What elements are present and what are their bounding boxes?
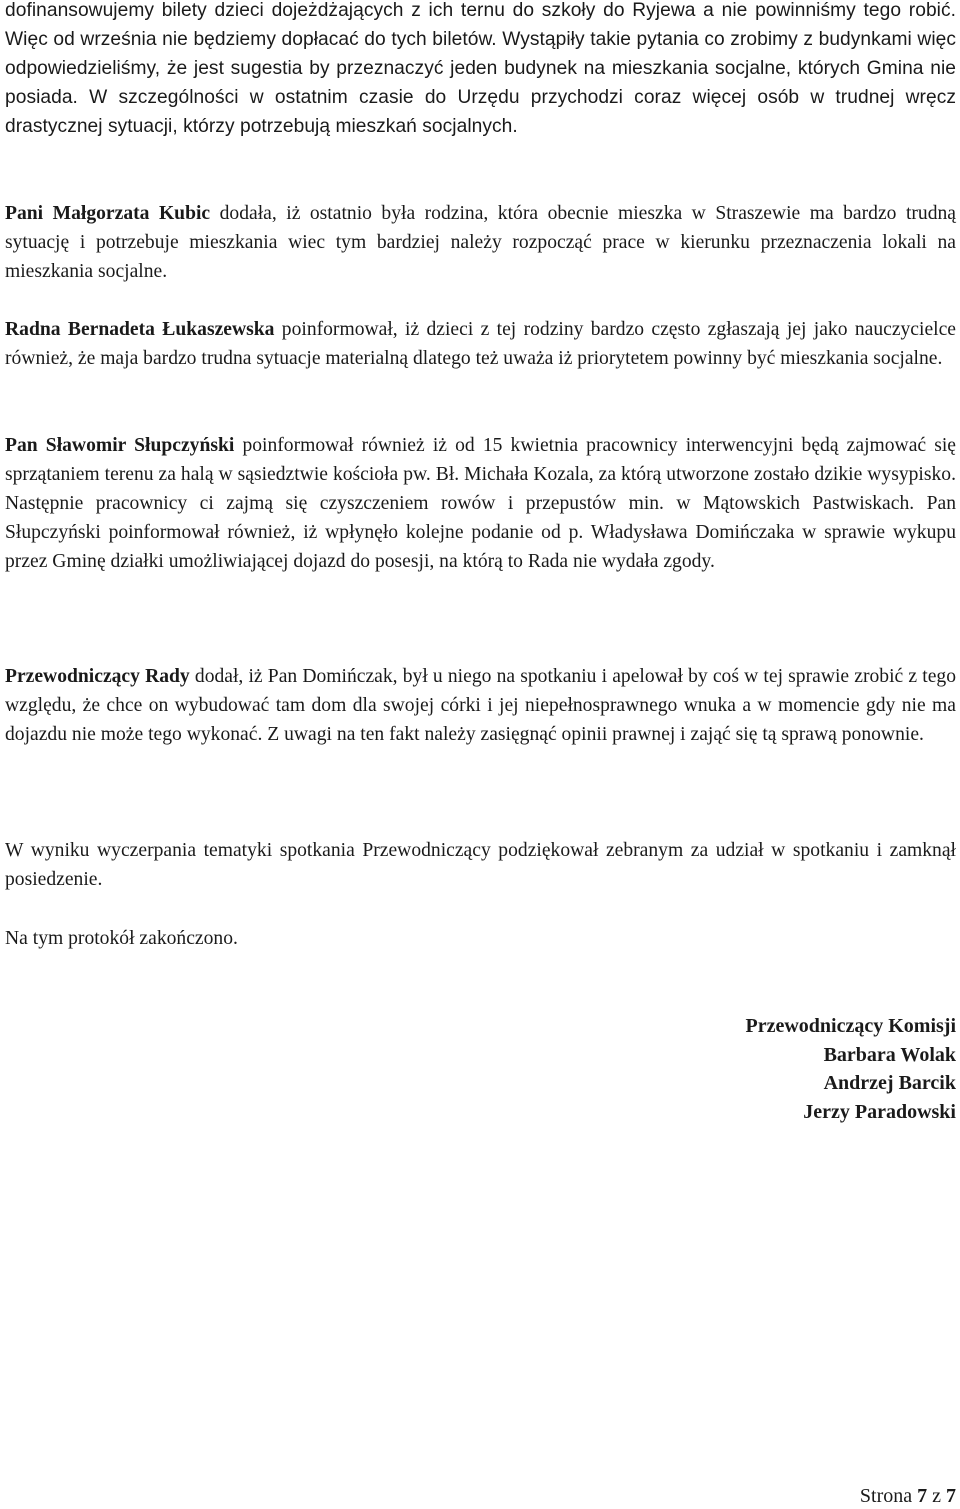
- signature-block: [746, 1012, 957, 1126]
- page-current: 7: [917, 1485, 928, 1507]
- paragraph-slupczynski: [5, 431, 956, 576]
- speaker-name: Pan Sławomir Słupczyński: [5, 435, 235, 456]
- paragraph-lukaszewska: [5, 315, 956, 373]
- signature-name: Barbara Wolak: [823, 1043, 956, 1066]
- page-number: [860, 1485, 956, 1508]
- document-page: [5, 0, 956, 1509]
- signature-name: Andrzej Barcik: [823, 1072, 956, 1094]
- signature-title: Przewodniczący Komisji: [745, 1015, 956, 1037]
- paragraph-closing: W wyniku wyczerpania tematyki spotkania Przewodniczący podziękował zebranym za udział w spotkaniu i zamknął posiedzenie.: [5, 840, 956, 890]
- page-total: 7: [946, 1485, 956, 1507]
- paragraph-text: poinformował również iż od 15 kwietnia pracownicy interwencyjni będą zajmować się sprzątaniem terenu za halą w sąsiedztwie kościoła pw. Bł. Michała Kozala, za którą utworzone zostało dzikie wysypisko. Następnie pracownicy ci zajmą się czyszczeniem rowów i przepustów min. w Mątowskich Pastwiskach. Pan Słupczyński poinformował również, iż wpłynęło kolejne podanie od p. Władysława Domińczaka w sprawie wykupu przez Gminę działki umożliwiającej dojazd do posesji, na którą to Rada nie wydała zgody.: [5, 435, 956, 572]
- paragraph-przewodniczacy: [5, 662, 956, 749]
- page-separator: z: [932, 1485, 941, 1507]
- paragraph-text: poinformował, iż dzieci z tej rodziny bardzo często zgłaszają jej jako nauczycielce również, że maja bardzo trudna sytuacje materialną dlatego też uważa iż priorytetem powinny być mieszkania socjalne.: [5, 319, 956, 369]
- speaker-name: Pani Małgorzata Kubic: [5, 203, 211, 224]
- page-label: Strona: [859, 1485, 913, 1507]
- paragraph-continuation: dofinansowujemy bilety dzieci dojeżdżających z ich ternu do szkoły do Ryjewa a nie powinniśmy tego robić. Więc od września nie będziemy dopłacać do tych biletów. Wystąpiły takie pytania co zrobimy z budynkami więc odpowiedzieliśmy, że jest sugestia by przeznaczyć jeden budynek na mieszkania socjalne, których Gmina nie posiada. W szczególności w ostatnim czasie do Urzędu przychodzi coraz więcej osób w trudnej wręcz drastycznej sytuacji, którzy potrzebują mieszkań socjalnych.: [5, 0, 956, 137]
- paragraph-kubic: [5, 199, 956, 286]
- speaker-name: Radna Bernadeta Łukaszewska: [5, 319, 275, 340]
- speaker-name: Przewodniczący Rady: [5, 666, 190, 687]
- paragraph-end: Na tym protokół zakończono.: [5, 928, 238, 949]
- paragraph-text: dodała, iż ostatnio była rodzina, która obecnie mieszka w Straszewie ma bardzo trudną sytuację i potrzebuje mieszkania wiec tym bardziej należy rozpocząć prace w kierunku przeznaczenia lokali na mieszkania socjalne.: [5, 203, 957, 282]
- paragraph-text: dodał, iż Pan Domińczak, był u niego na spotkaniu i apelował by coś w tej sprawie zrobić z tego względu, że chce on wybudować tam dom dla swojej córki i jej niepełnosprawnego wnuka a w momencie gdy nie ma dojazdu nie może tego wykonać. Z uwagi na ten fakt należy zasięgnąć opinii prawnej i zająć się tą sprawą ponownie.: [5, 666, 956, 745]
- signature-name: Jerzy Paradowski: [803, 1100, 956, 1123]
